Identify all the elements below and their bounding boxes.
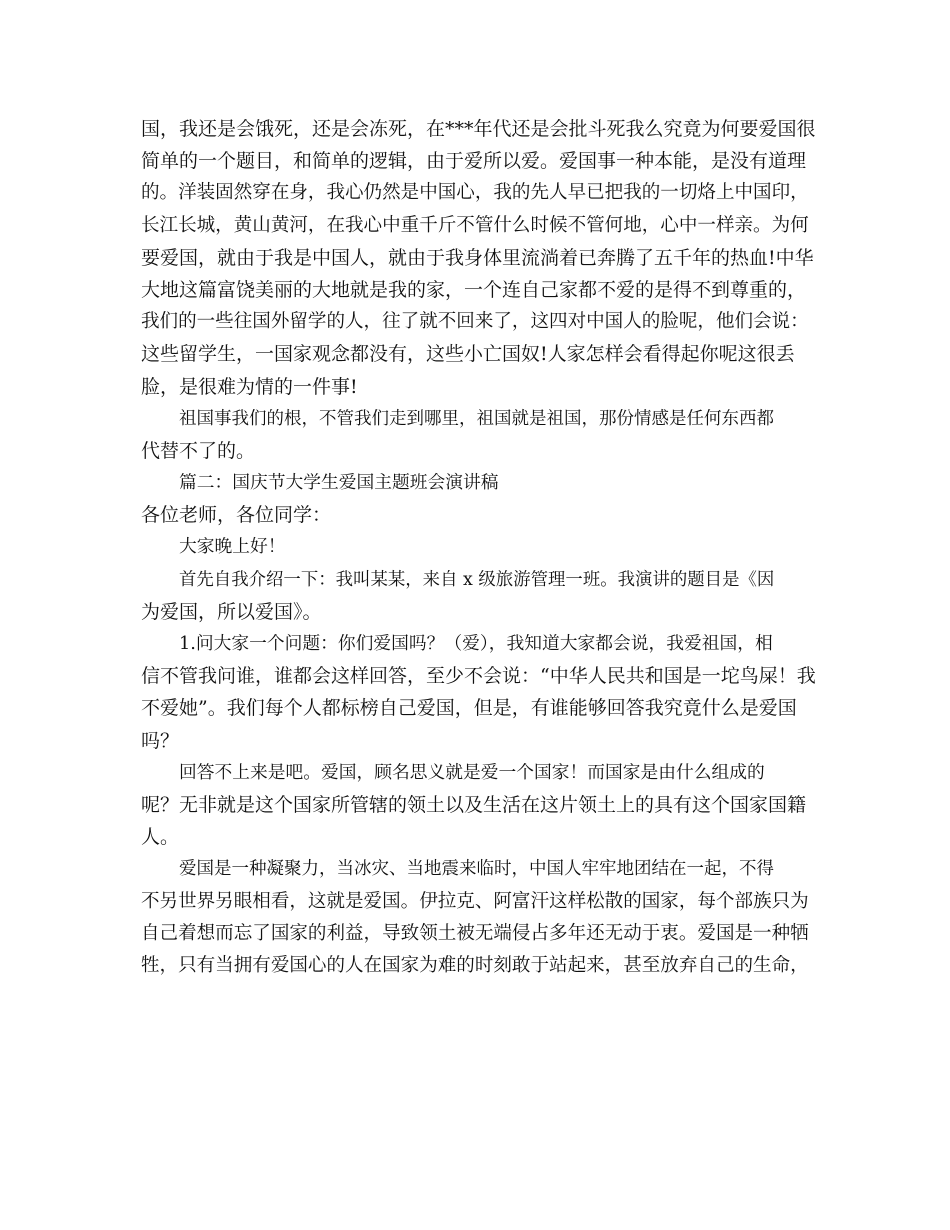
greeting: 大家晚上好！ [179,537,286,558]
text-line: 牲，只有当拥有爱国心的人在国家为难的时刻敢于站起来，甚至放弃自己的生命， [141,954,809,976]
text-line: 人。 [141,826,180,849]
text-line: 爱国是一种凝聚力，当冰灾、当地震来临时，中国人牢牢地团结在一起，不得 [179,859,774,880]
text-line: 回答不上来是吧。爱国，顾名思义就是爱一个国家！而国家是由什么组成的 [179,762,765,783]
text-line: 1.问大家一个问题：你们爱国吗？（爱），我知道大家都会说，我爱祖国，相 [179,634,773,654]
text-line: 脸，是很难为情的一件事! [141,375,358,398]
text-line: 不爱她”。我们每个人都标榜自己爱国，但是，有谁能够回答我究竟什么是爱国 [141,697,797,720]
text-line: 这些留学生，一国家观念都没有，这些小亡国奴!人家怎样会看得起你呢这很丢 [141,343,795,366]
text-line: 简单的一个题目，和简单的逻辑，由于爱所以爱。爱国事一种本能，是没有道理 [141,150,807,173]
text-line: 自己着想而忘了国家的利益，导致领土被无端侵占多年还无动于衷。爱国是一种牺 [141,922,809,944]
text-line: 呢？无非就是这个国家所管辖的领土以及生活在这片领土上的具有这个国家国籍 [141,793,807,816]
text-line: 长江长城，黄山黄河，在我心中重千斤不管什么时候不管何地，心中一样亲。为何 [141,214,809,236]
section-heading: 篇二：国庆节大学生爱国主题班会演讲稿 [179,473,499,494]
text-line: 代替不了的。 [141,439,256,462]
text-line: 信不管我问谁，谁都会这样回答，至少不会说：“中华人民共和国是一坨鸟屎！我 [141,665,816,688]
salutation: 各位老师，各位同学： [141,504,332,527]
text-line: 首先自我介绍一下：我叫某某，来自 x 级旅游管理一班。我演讲的题目是《因 [179,569,775,590]
text-line: 国，我还是会饿死，还是会冻死，在***年代还是会批斗死我么究竟为何要爱国很 [141,118,816,140]
text-line: 吗？ [141,729,180,752]
text-line: 为爱国，所以爱国》。 [141,600,322,623]
text-line: 大地这篇富饶美丽的大地就是我的家，一个连自己家都不爱的是得不到尊重的， [141,278,807,301]
text-line: 祖国事我们的根，不管我们走到哪里，祖国就是祖国，那份情感是任何东西都 [179,408,774,429]
document-body [141,113,816,982]
text-line: 不另世界另眼相看，这就是爱国。伊拉克、阿富汗这样松散的国家，每个部族只为 [141,890,809,912]
text-line: 的。洋装固然穿在身，我心仍然是中国心，我的先人早已把我的一切烙上中国印， [141,182,809,204]
text-line: 我们的一些往国外留学的人，往了就不回来了，这四对中国人的脸呢，他们会说： [141,311,809,333]
text-line: 要爱国，就由于我是中国人，就由于我身体里流淌着已奔腾了五千年的热血!中华 [141,246,814,269]
